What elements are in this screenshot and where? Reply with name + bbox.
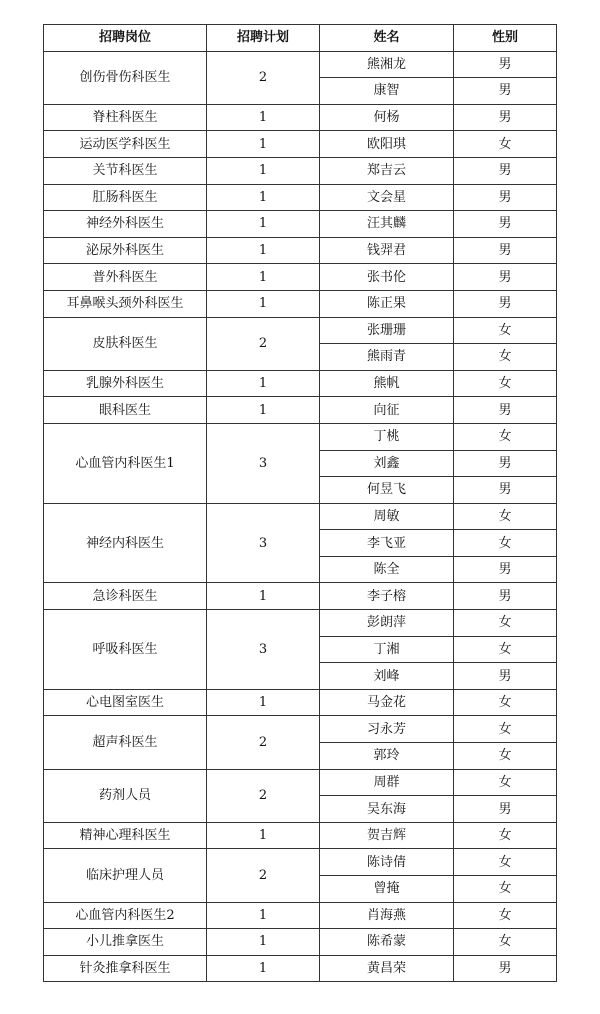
table-row <box>44 317 557 344</box>
table-row <box>44 237 557 264</box>
gender-cell: 男 <box>454 211 557 238</box>
gender-cell: 女 <box>454 131 557 158</box>
name-cell: 何昱飞 <box>320 477 454 504</box>
table-row <box>44 849 557 876</box>
gender-cell: 男 <box>454 663 557 690</box>
table-row <box>44 503 557 530</box>
name-cell: 熊雨青 <box>320 344 454 371</box>
table-row <box>44 131 557 158</box>
name-cell: 陈正果 <box>320 290 454 317</box>
header-gender: 性别 <box>454 25 557 52</box>
position-cell: 小儿推拿医生 <box>44 929 207 956</box>
plan-cell: 1 <box>207 157 320 184</box>
header-plan: 招聘计划 <box>207 25 320 52</box>
position-cell: 临床护理人员 <box>44 849 207 902</box>
table-row <box>44 157 557 184</box>
plan-cell: 2 <box>207 51 320 104</box>
position-cell: 肛肠科医生 <box>44 184 207 211</box>
recruitment-table <box>43 24 557 982</box>
plan-cell: 2 <box>207 317 320 370</box>
gender-cell: 男 <box>454 290 557 317</box>
table-row <box>44 211 557 238</box>
gender-cell: 女 <box>454 769 557 796</box>
gender-cell: 女 <box>454 503 557 530</box>
name-cell: 刘峰 <box>320 663 454 690</box>
header-name: 姓名 <box>320 25 454 52</box>
name-cell: 郭玲 <box>320 743 454 770</box>
position-cell: 心电图室医生 <box>44 689 207 716</box>
plan-cell: 3 <box>207 503 320 583</box>
gender-cell: 女 <box>454 689 557 716</box>
plan-cell: 1 <box>207 104 320 131</box>
table-body <box>44 51 557 982</box>
table-row <box>44 822 557 849</box>
table-row <box>44 264 557 291</box>
name-cell: 熊帆 <box>320 370 454 397</box>
table-row <box>44 689 557 716</box>
position-cell: 针灸推拿科医生 <box>44 955 207 982</box>
gender-cell: 女 <box>454 636 557 663</box>
position-cell: 泌尿外科医生 <box>44 237 207 264</box>
gender-cell: 男 <box>454 78 557 105</box>
gender-cell: 男 <box>454 264 557 291</box>
position-cell: 皮肤科医生 <box>44 317 207 370</box>
gender-cell: 女 <box>454 929 557 956</box>
name-cell: 李飞亚 <box>320 530 454 557</box>
gender-cell: 男 <box>454 51 557 78</box>
name-cell: 贺吉辉 <box>320 822 454 849</box>
position-cell: 精神心理科医生 <box>44 822 207 849</box>
gender-cell: 男 <box>454 796 557 823</box>
name-cell: 向征 <box>320 397 454 424</box>
position-cell: 创伤骨伤科医生 <box>44 51 207 104</box>
gender-cell: 女 <box>454 370 557 397</box>
table-row <box>44 716 557 743</box>
position-cell: 耳鼻喉头颈外科医生 <box>44 290 207 317</box>
position-cell: 脊柱科医生 <box>44 104 207 131</box>
name-cell: 习永芳 <box>320 716 454 743</box>
name-cell: 丁湘 <box>320 636 454 663</box>
position-cell: 神经内科医生 <box>44 503 207 583</box>
name-cell: 钱羿君 <box>320 237 454 264</box>
name-cell: 郑吉云 <box>320 157 454 184</box>
plan-cell: 2 <box>207 849 320 902</box>
plan-cell: 1 <box>207 237 320 264</box>
plan-cell: 3 <box>207 610 320 690</box>
table-row <box>44 423 557 450</box>
name-cell: 何杨 <box>320 104 454 131</box>
gender-cell: 女 <box>454 344 557 371</box>
name-cell: 陈全 <box>320 556 454 583</box>
position-cell: 超声科医生 <box>44 716 207 769</box>
gender-cell: 男 <box>454 477 557 504</box>
position-cell: 心血管内科医生2 <box>44 902 207 929</box>
plan-cell: 1 <box>207 397 320 424</box>
name-cell: 马金花 <box>320 689 454 716</box>
plan-cell: 2 <box>207 716 320 769</box>
position-cell: 呼吸科医生 <box>44 610 207 690</box>
plan-cell: 1 <box>207 211 320 238</box>
plan-cell: 1 <box>207 370 320 397</box>
position-cell: 急诊科医生 <box>44 583 207 610</box>
table-row <box>44 370 557 397</box>
name-cell: 肖海燕 <box>320 902 454 929</box>
gender-cell: 女 <box>454 716 557 743</box>
plan-cell: 1 <box>207 131 320 158</box>
position-cell: 药剂人员 <box>44 769 207 822</box>
gender-cell: 男 <box>454 237 557 264</box>
name-cell: 彭朗萍 <box>320 610 454 637</box>
table-row <box>44 929 557 956</box>
name-cell: 陈诗倩 <box>320 849 454 876</box>
gender-cell: 男 <box>454 104 557 131</box>
table-row <box>44 610 557 637</box>
table-row <box>44 902 557 929</box>
gender-cell: 女 <box>454 902 557 929</box>
table-row <box>44 397 557 424</box>
gender-cell: 女 <box>454 743 557 770</box>
name-cell: 丁桃 <box>320 423 454 450</box>
position-cell: 眼科医生 <box>44 397 207 424</box>
gender-cell: 男 <box>454 556 557 583</box>
position-cell: 普外科医生 <box>44 264 207 291</box>
table-row <box>44 184 557 211</box>
name-cell: 张珊珊 <box>320 317 454 344</box>
plan-cell: 3 <box>207 423 320 503</box>
gender-cell: 男 <box>454 450 557 477</box>
header-position: 招聘岗位 <box>44 25 207 52</box>
plan-cell: 1 <box>207 955 320 982</box>
plan-cell: 1 <box>207 184 320 211</box>
name-cell: 刘鑫 <box>320 450 454 477</box>
gender-cell: 男 <box>454 184 557 211</box>
gender-cell: 女 <box>454 849 557 876</box>
table-row <box>44 769 557 796</box>
gender-cell: 男 <box>454 583 557 610</box>
name-cell: 欧阳琪 <box>320 131 454 158</box>
gender-cell: 女 <box>454 317 557 344</box>
table-row <box>44 583 557 610</box>
name-cell: 汪其麟 <box>320 211 454 238</box>
gender-cell: 女 <box>454 876 557 903</box>
name-cell: 文会星 <box>320 184 454 211</box>
name-cell: 熊湘龙 <box>320 51 454 78</box>
plan-cell: 1 <box>207 929 320 956</box>
position-cell: 运动医学科医生 <box>44 131 207 158</box>
name-cell: 曾掩 <box>320 876 454 903</box>
table-row <box>44 51 557 78</box>
position-cell: 心血管内科医生1 <box>44 423 207 503</box>
plan-cell: 1 <box>207 902 320 929</box>
gender-cell: 女 <box>454 530 557 557</box>
gender-cell: 女 <box>454 610 557 637</box>
name-cell: 周群 <box>320 769 454 796</box>
plan-cell: 1 <box>207 290 320 317</box>
table-row <box>44 955 557 982</box>
name-cell: 康智 <box>320 78 454 105</box>
plan-cell: 1 <box>207 583 320 610</box>
name-cell: 周敏 <box>320 503 454 530</box>
position-cell: 神经外科医生 <box>44 211 207 238</box>
table-row <box>44 104 557 131</box>
name-cell: 吴东海 <box>320 796 454 823</box>
table-header <box>44 25 557 52</box>
plan-cell: 1 <box>207 264 320 291</box>
name-cell: 陈希蒙 <box>320 929 454 956</box>
table-row <box>44 290 557 317</box>
plan-cell: 1 <box>207 689 320 716</box>
gender-cell: 男 <box>454 157 557 184</box>
gender-cell: 男 <box>454 955 557 982</box>
name-cell: 黄昌荣 <box>320 955 454 982</box>
name-cell: 李子榕 <box>320 583 454 610</box>
position-cell: 乳腺外科医生 <box>44 370 207 397</box>
position-cell: 关节科医生 <box>44 157 207 184</box>
gender-cell: 女 <box>454 423 557 450</box>
gender-cell: 男 <box>454 397 557 424</box>
plan-cell: 2 <box>207 769 320 822</box>
name-cell: 张书伦 <box>320 264 454 291</box>
gender-cell: 女 <box>454 822 557 849</box>
plan-cell: 1 <box>207 822 320 849</box>
